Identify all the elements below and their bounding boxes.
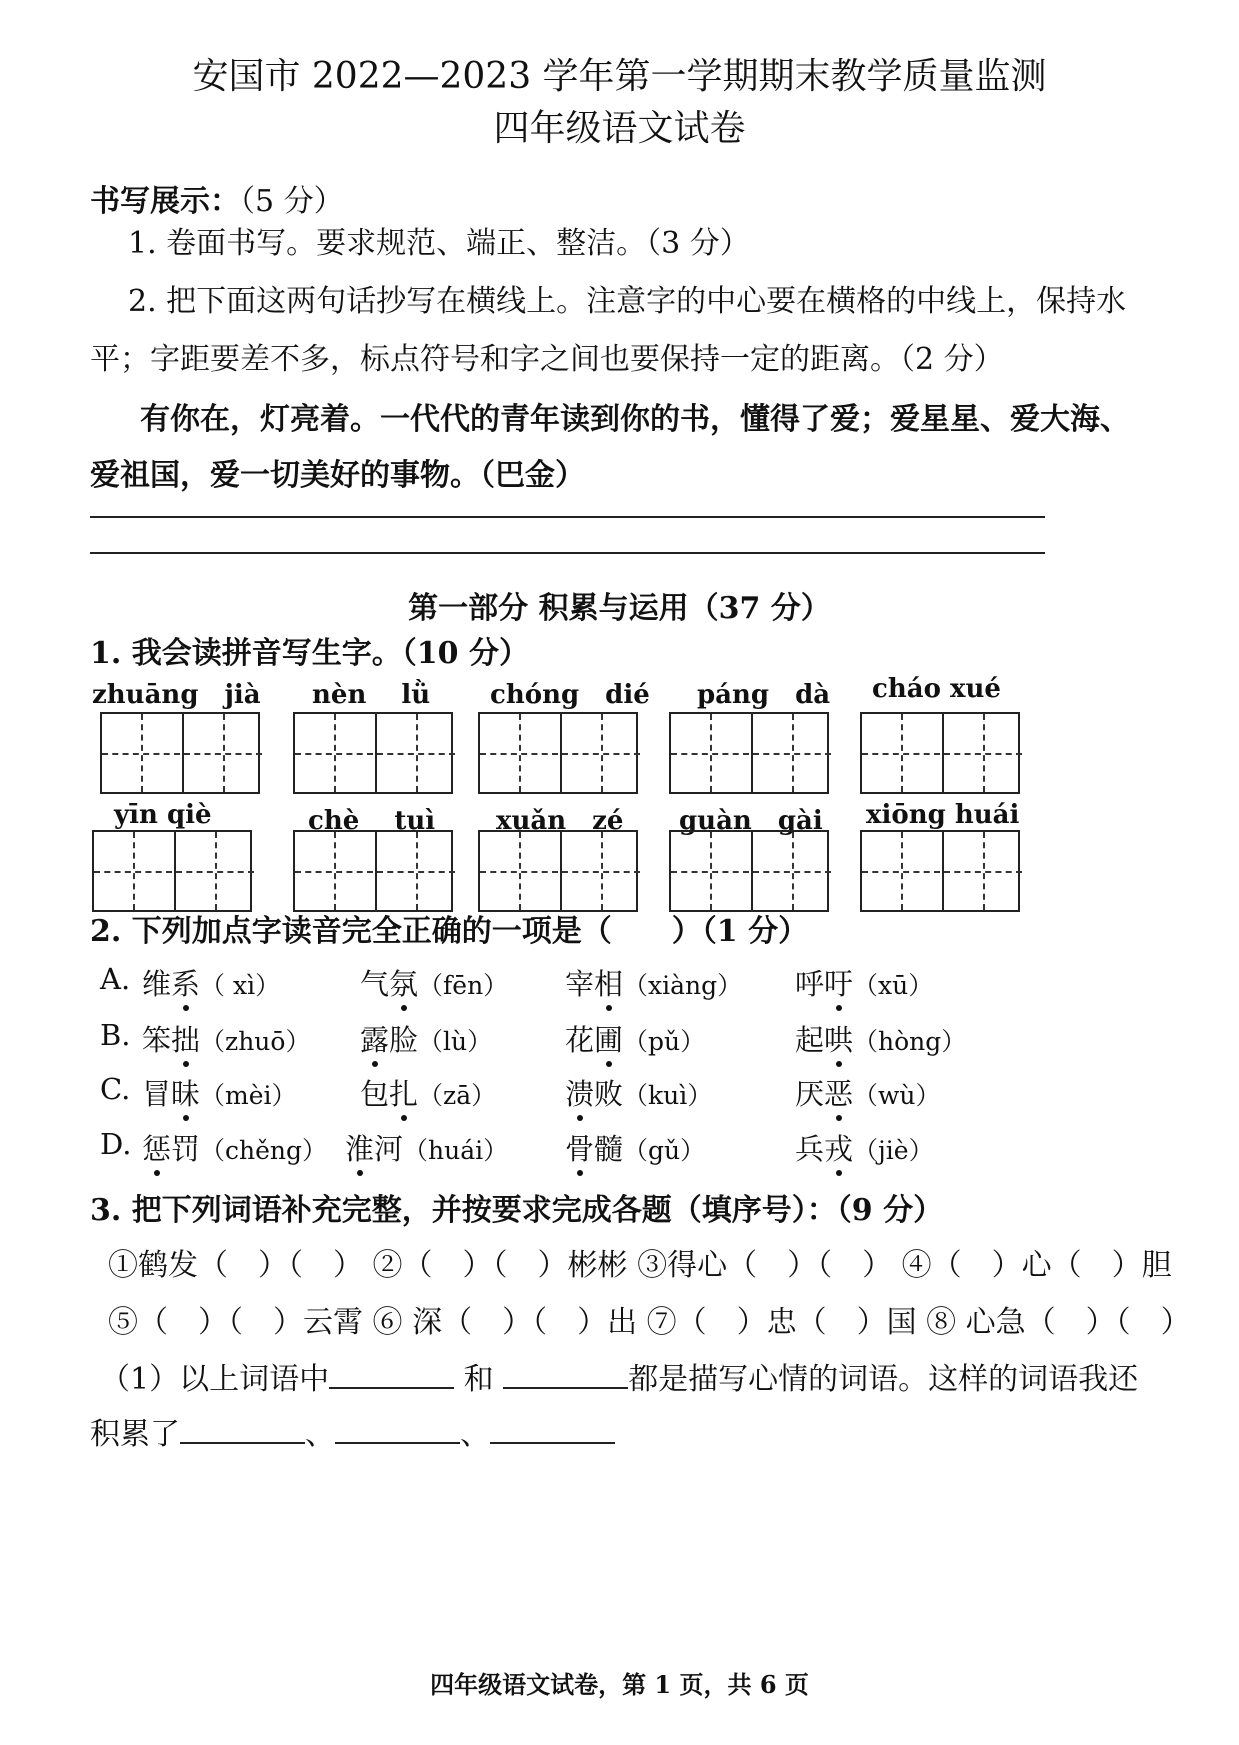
emphasis-dot <box>836 1005 842 1011</box>
option-word: 淮 河（huái） <box>345 1127 508 1168</box>
pinyin-label: guàn gài <box>679 806 823 836</box>
option-word: 溃 败（kuì） <box>565 1072 712 1113</box>
pinyin-label: páng dà <box>697 680 831 710</box>
writing-grid[interactable] <box>293 830 453 912</box>
writing-item-2-line-2: 平；字距要差不多，标点符号和字之间也要保持一定的距离。（2 分） <box>90 342 1004 377</box>
q3-sub1-line-2: 积累了 、 、 <box>90 1409 615 1453</box>
option-word: 气氛 （fēn） <box>360 962 508 1003</box>
pinyin-label: cháo xué <box>872 674 1001 704</box>
pinyin-label: zhuāng jià <box>92 680 261 710</box>
answer-blank[interactable] <box>335 1416 460 1444</box>
exam-title: 安国市 2022—2023 学年第一学期期末教学质量监测 <box>192 56 1047 97</box>
page-footer: 四年级语文试卷，第 1 页，共 6 页 <box>430 1670 809 1699</box>
writing-grid[interactable] <box>100 712 260 794</box>
answer-blank[interactable] <box>490 1416 615 1444</box>
emphasis-dot <box>183 1061 189 1067</box>
option-word: 维系 （ xì） <box>142 962 280 1003</box>
q3-sub1-line-1: （1）以上词语中 和 都是描写心情的词语。这样的词语我还 <box>100 1362 1139 1397</box>
emphasis-dot <box>401 1115 407 1121</box>
emphasis-dot <box>372 1061 378 1067</box>
q3-idioms-row-2: ⑤（ ）（ ）云霄 ⑥ 深（ ）（ ）出 ⑦（ ）忠（ ）国 ⑧ 心急（ ）（ ） <box>108 1305 1191 1340</box>
emphasis-dot <box>606 1061 612 1067</box>
option-word: 起哄 （hòng） <box>795 1018 966 1059</box>
writing-item-2-line-1: 2. 把下面这两句话抄写在横线上。注意字的中心要在横格的中线上，保持水 <box>128 284 1127 319</box>
emphasis-dot <box>836 1115 842 1121</box>
part1-heading: 第一部分 积累与运用（37 分） <box>408 591 831 626</box>
option-word: 兵戎 （jiè） <box>795 1127 934 1168</box>
option-label: B. <box>100 1018 131 1052</box>
option-word: 包扎 （zā） <box>360 1072 496 1113</box>
emphasis-dot <box>606 1005 612 1011</box>
writing-grid[interactable] <box>478 830 638 912</box>
emphasis-dot <box>836 1061 842 1067</box>
passage-line-2: 爱祖国，爱一切美好的事物。（巴金） <box>90 458 585 493</box>
pinyin-label: xiōng huái <box>866 800 1020 830</box>
option-word: 厌恶 （wù） <box>795 1072 941 1113</box>
answer-blank[interactable] <box>329 1361 454 1389</box>
option-label: D. <box>100 1127 132 1161</box>
option-word: 宰相 （xiàng） <box>565 962 742 1003</box>
option-word: 骨 髓（gǔ） <box>565 1127 705 1168</box>
writing-heading-score: （5 分） <box>240 184 344 219</box>
answer-blank[interactable] <box>180 1416 305 1444</box>
emphasis-dot <box>577 1170 583 1176</box>
emphasis-dot <box>577 1115 583 1121</box>
q1-heading: 1. 我会读拼音写生字。（10 分） <box>90 636 529 671</box>
writing-heading-label: 书写展示： <box>90 184 240 219</box>
writing-grid[interactable] <box>669 830 829 912</box>
option-label: A. <box>100 962 131 996</box>
option-label: C. <box>100 1072 131 1106</box>
emphasis-dot <box>357 1170 363 1176</box>
writing-grid[interactable] <box>92 830 252 912</box>
pinyin-label: xuǎn zé <box>496 806 624 836</box>
option-word: 笨拙 （zhuō） <box>142 1018 310 1059</box>
option-word: 冒昧 （mèi） <box>142 1072 297 1113</box>
pinyin-label: yīn qiè <box>114 800 212 830</box>
emphasis-dot <box>154 1170 160 1176</box>
writing-grid[interactable] <box>478 712 638 794</box>
writing-heading <box>90 176 344 220</box>
pinyin-label: nèn lǜ <box>312 680 431 710</box>
answer-blank[interactable] <box>503 1361 628 1389</box>
writing-grid[interactable] <box>293 712 453 794</box>
emphasis-dot <box>183 1115 189 1121</box>
copy-line-2[interactable] <box>90 552 1045 554</box>
emphasis-dot <box>836 1170 842 1176</box>
writing-grid[interactable] <box>860 830 1020 912</box>
copy-line-1[interactable] <box>90 516 1045 518</box>
q2-heading: 2. 下列加点字读音完全正确的一项是（ ）（1 分） <box>90 914 809 949</box>
option-word: 露 脸（lù） <box>360 1018 492 1059</box>
writing-item-1: 1. 卷面书写。要求规范、端正、整洁。（3 分） <box>128 226 750 261</box>
option-word: 呼吁 （xū） <box>795 962 933 1003</box>
pinyin-label: chè tuì <box>308 806 436 836</box>
option-word: 惩 罚（chěng） <box>142 1127 327 1168</box>
emphasis-dot <box>183 1005 189 1011</box>
q3-idioms-row-1: ①鹤发（ ）（ ） ②（ ）（ ）彬彬 ③得心（ ）（ ） ④（ ）心（ ）胆 <box>108 1248 1172 1283</box>
q3-heading: 3. 把下列词语补充完整，并按要求完成各题（填序号）：（9 分） <box>90 1193 944 1228</box>
writing-grid[interactable] <box>860 712 1020 794</box>
exam-subtitle: 四年级语文试卷 <box>493 108 746 149</box>
emphasis-dot <box>401 1005 407 1011</box>
pinyin-label: chóng dié <box>490 680 650 710</box>
option-word: 花圃 （pǔ） <box>565 1018 705 1059</box>
writing-grid[interactable] <box>669 712 829 794</box>
passage-line-1: 有你在，灯亮着。一代代的青年读到你的书，懂得了爱；爱星星、爱大海、 <box>140 402 1130 437</box>
